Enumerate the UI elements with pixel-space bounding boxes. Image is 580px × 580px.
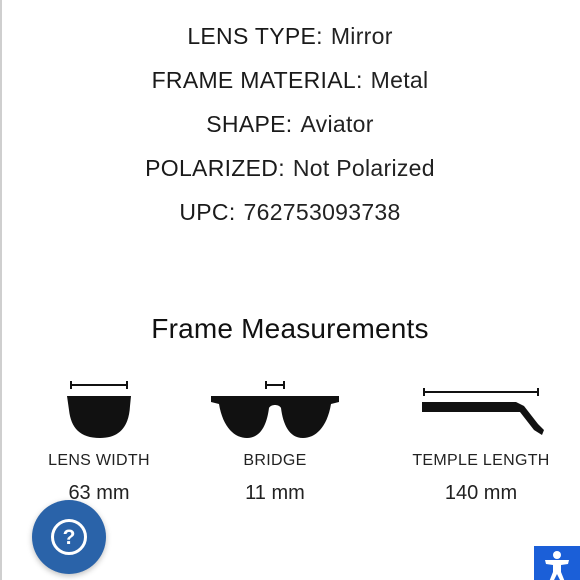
spec-value: Aviator xyxy=(300,111,374,137)
spec-frame-material xyxy=(0,58,580,102)
measure-value: 11 mm xyxy=(245,482,305,504)
bridge-icon xyxy=(209,380,341,442)
spec-value: Mirror xyxy=(330,23,393,49)
measure-bridge xyxy=(200,380,350,505)
measure-value: 140 mm xyxy=(444,482,518,504)
temple-length-icon xyxy=(416,380,546,442)
accessibility-button[interactable] xyxy=(534,546,580,580)
spec-label: UPC: xyxy=(179,199,236,225)
spec-label: SHAPE: xyxy=(206,111,293,137)
measure-value: 63 mm xyxy=(68,482,130,504)
spec-label: LENS TYPE: xyxy=(187,23,323,49)
lens-width-icon xyxy=(64,380,134,442)
measure-lens-width xyxy=(34,380,164,505)
measure-label: LENS WIDTH xyxy=(48,452,150,469)
spec-label: POLARIZED: xyxy=(145,155,285,181)
spec-label: FRAME MATERIAL: xyxy=(151,67,363,93)
spec-value: Metal xyxy=(370,67,429,93)
spec-shape xyxy=(0,102,580,146)
product-specs xyxy=(0,14,580,234)
measure-temple-length xyxy=(400,380,562,505)
help-button[interactable] xyxy=(32,500,106,574)
accessibility-icon xyxy=(534,546,580,580)
measure-label: BRIDGE xyxy=(243,452,307,469)
measure-label: TEMPLE LENGTH xyxy=(412,452,550,469)
spec-polarized xyxy=(0,146,580,190)
frame-measurements-title: Frame Measurements xyxy=(151,313,429,344)
spec-value: Not Polarized xyxy=(292,155,435,181)
spec-value: 762753093738 xyxy=(243,199,401,225)
spec-upc xyxy=(0,190,580,234)
question-mark-icon: ? xyxy=(51,519,87,555)
spec-lens-type xyxy=(0,14,580,58)
